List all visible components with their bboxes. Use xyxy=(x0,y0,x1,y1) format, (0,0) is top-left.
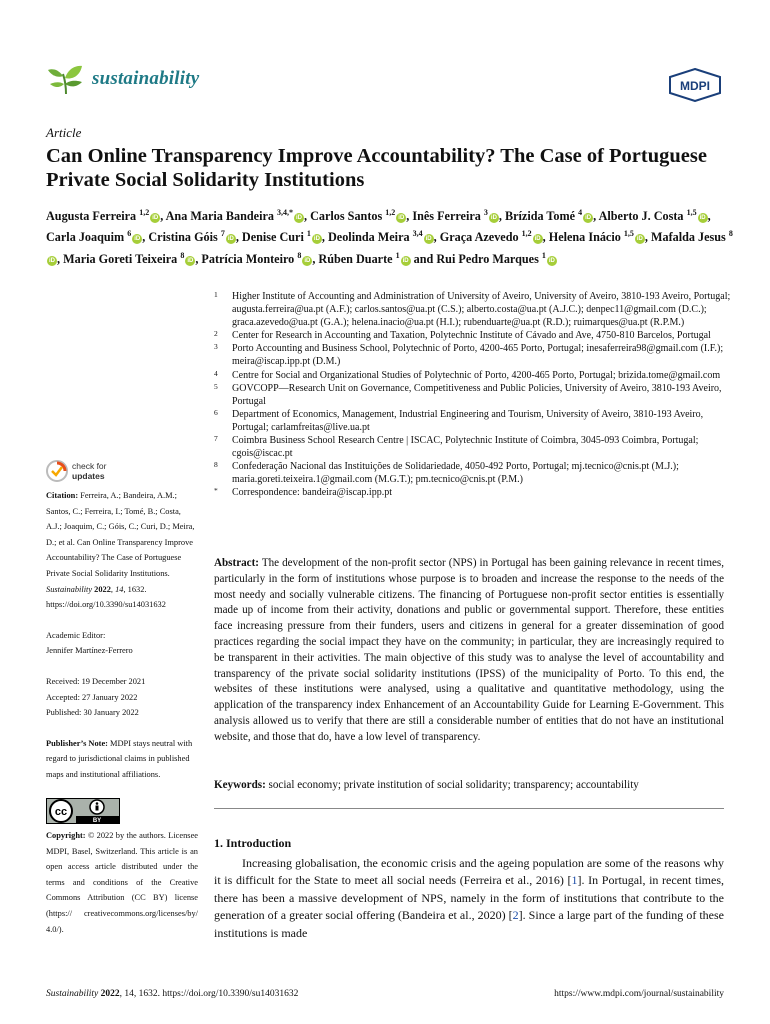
affiliation-text: Coimbra Business School Research Centre | ISCAC, Polytechnic Institute of Coimbra, 3045-093 Coimbra, Portugal; cgois@iscac.pt xyxy=(232,435,699,460)
orcid-icon[interactable]: iD xyxy=(490,215,497,222)
author-affiliation-sup: 7 xyxy=(220,229,225,239)
author-name: Carlos Santos xyxy=(310,209,383,224)
affiliation-number: 5 xyxy=(214,381,218,391)
citation-journal: Sustainability xyxy=(46,584,93,594)
keywords-label: Keywords: xyxy=(214,779,266,791)
mdpi-logo xyxy=(668,68,722,102)
cc-by-license-icon[interactable] xyxy=(46,798,120,824)
affiliation-text: Department of Economics, Management, Industrial Engineering and Tourism, University of Aveiro, 3810-193 Aveiro, Portugal; carlamfreitas@live.ua.pt xyxy=(232,408,704,433)
leaf-icon xyxy=(46,62,86,96)
orcid-icon[interactable]: iD xyxy=(425,236,432,243)
footer-journal-url[interactable]: https://www.mdpi.com/journal/sustainability xyxy=(554,989,724,999)
affiliation-number: 3 xyxy=(214,342,218,352)
orcid-icon[interactable]: iD xyxy=(296,215,303,222)
check-updates-line2: updates xyxy=(72,471,105,481)
affiliation-text: Correspondence: bandeira@iscap.ipp.pt xyxy=(232,487,392,499)
author-affiliation-sup: 4 xyxy=(578,208,583,217)
author-name: Denise Curi xyxy=(241,230,304,245)
orcid-icon[interactable]: iD xyxy=(402,257,409,264)
author-affiliation-sup: 1 xyxy=(395,250,400,260)
section-divider xyxy=(214,808,724,809)
intro-text-2: ]. In Portugal, in recent times, there has been a massive development of NPS, namely in the form of institutions that contribute to the generation of a greater social offering (Bandeira et al., 2020) [ xyxy=(214,873,725,923)
intro-text-3: ]. Since a large part of the funding of these institutions is made xyxy=(214,908,725,940)
authors-and: and xyxy=(413,251,434,266)
affiliation-item xyxy=(214,290,734,329)
check-updates-icon xyxy=(46,460,68,482)
author-affiliation-sup: 1 xyxy=(541,250,546,260)
author-name: Maria Goreti Teixeira xyxy=(63,251,178,266)
affiliation-text: Center for Research in Accounting and Taxation, Polytechnic Institute of Cávado and Ave, 4750-810 Barcelos, Portugal xyxy=(232,330,711,342)
author-name: Cristina Góis xyxy=(148,230,218,245)
orcid-icon[interactable]: iD xyxy=(636,236,643,243)
author-name: Graça Azevedo xyxy=(439,230,519,245)
author-affiliation-sup: 1,5 xyxy=(686,208,697,217)
publisher-note-text: MDPI stays neutral with regard to jurisdictional claims in published maps and institutional affiliations. xyxy=(46,738,193,779)
affiliation-item xyxy=(214,342,734,368)
orcid-icon[interactable]: iD xyxy=(585,215,592,222)
affiliation-text: Centre for Social and Organizational Studies of Polytechnic of Porto, 4200-465 Porto, Portugal; brizida.tome@gmail.com xyxy=(232,369,721,381)
footer-journal: Sustainability xyxy=(46,989,99,999)
citation-year: 2022 xyxy=(94,584,111,594)
editor-label: Academic Editor: xyxy=(46,630,106,640)
affiliation-text: GOVCOPP—Research Unit on Governance, Competitiveness and Public Policies, University of Aveiro, 3810-193 Aveiro, Portugal xyxy=(232,382,722,407)
article-type: Article xyxy=(46,125,82,140)
by-text: BY xyxy=(92,818,102,824)
abstract xyxy=(214,556,724,746)
reference-link-2[interactable]: 2 xyxy=(512,908,519,923)
reference-link-1[interactable]: 1 xyxy=(571,873,578,888)
copyright-label: Copyright: xyxy=(46,831,86,840)
author-affiliation-sup: 3 xyxy=(483,208,488,217)
author-affiliation-sup: 1,2 xyxy=(139,208,150,217)
citation-label: Citation: xyxy=(46,491,79,500)
accepted-date: Accepted: 27 January 2022 xyxy=(46,692,138,702)
journal-name: sustainability xyxy=(92,68,200,89)
orcid-icon[interactable]: iD xyxy=(152,215,159,222)
affiliation-list xyxy=(214,290,734,500)
author-name: Rúben Duarte xyxy=(318,251,393,266)
publisher-note-label: Publisher’s Note: xyxy=(46,738,108,748)
author-affiliation-sup: 6 xyxy=(127,229,132,239)
author-affiliation-sup: 1,2 xyxy=(385,208,396,217)
journal-logo xyxy=(46,62,199,96)
cc-text: cc xyxy=(54,806,68,818)
author-name: Brízida Tomé xyxy=(505,209,576,224)
orcid-icon[interactable]: iD xyxy=(187,257,194,264)
mdpi-logo-text: MDPI xyxy=(680,79,710,93)
orcid-icon[interactable]: iD xyxy=(227,236,234,243)
author-affiliation-sup: 3,4 xyxy=(412,229,423,239)
section-heading: 1. Introduction xyxy=(214,836,292,850)
keywords xyxy=(214,778,724,794)
abstract-text: The development of the non-profit sector (NPS) in Portugal has been gaining relevance in recent times, particularly in the form of institutions whose purpose is to broaden and increase the response to the needs of the most needy and socially vulnerable citizens. The financing of Portuguese non-profit sector entities is essentially made up of income from their activity, donations and public or governmental support. Therefore, these entities face increasing pressure from their funders, users and citizens in general for a greater dissemination of good practices regarding the social impact they have on the community; in particular, they are increasingly required to be transparent in their activities. The main objective of this study was to analyse the level of accountability and transparency of the private social solidarity institutions (IPSS) of the municipality of Porto. To this end, the websites of these institutions were analysed, using a qualitative and quantitative methodology, using the application of the transparency index Enhancement of an Accountability Guide for Learning E-Government. This analysis allowed us to verify that there are still a considerable number of entities that do not have an institutional website, and those that do, have a low level of transparency. xyxy=(214,557,724,743)
published-date: Published: 30 January 2022 xyxy=(46,708,139,718)
affiliation-item xyxy=(214,382,734,408)
orcid-icon[interactable]: iD xyxy=(699,215,706,222)
author-name: Alberto J. Costa xyxy=(598,209,684,224)
affiliation-number: 6 xyxy=(214,407,218,417)
author-affiliation-sup: 3,4,* xyxy=(277,208,294,217)
publisher-note xyxy=(46,736,198,783)
orcid-icon[interactable]: iD xyxy=(534,236,541,243)
author-affiliation-sup: 1 xyxy=(306,229,311,239)
abstract-label: Abstract: xyxy=(214,557,259,569)
footer-year: 2022 xyxy=(100,989,120,999)
affiliation-text: Confederação Nacional das Instituições de Solidariedade, 4050-492 Porto, Portugal; mj.tecnico@cnis.pt (M.J.); maria.goreti.teixeira.1@gmail.com (M.G.T.); pm.tecnico@cnis.pt (P.M.) xyxy=(232,461,679,486)
author-affiliation-sup: 1,5 xyxy=(623,229,634,239)
received-date: Received: 19 December 2021 xyxy=(46,676,146,686)
affiliation-item xyxy=(214,486,734,499)
orcid-icon[interactable]: iD xyxy=(398,215,405,222)
check-updates-line1: check for xyxy=(72,461,107,471)
footer-citation xyxy=(46,989,298,999)
author-name: Mafalda Jesus xyxy=(650,230,726,245)
affiliation-item xyxy=(214,329,734,342)
keywords-text: social economy; private institution of social solidarity; transparency; accountability xyxy=(268,779,639,791)
affiliation-item xyxy=(214,408,734,434)
affiliation-number: * xyxy=(214,486,218,496)
orcid-icon[interactable]: iD xyxy=(49,257,55,264)
affiliation-item xyxy=(214,434,734,460)
author-name: Carla Joaquim xyxy=(46,230,125,245)
author-list: Augusta Ferreira $^{1,2}$iD , Ana Maria Bandeira $^{3,4,*}$iD , Carlos Santos $^{1,2}$iD , Inês Ferreira $^3$iD , Brízida Tomé $^4$iD , Alberto J. Costa $^{1,5}$iD , Carla Joaquim $^6$iD , Cristina Góis $^7$iD , Denise Curi $^1$iD , Deolinda Meira $^{3,4}$iD , Graça Azevedo $^{1,2}$iD , Helena Inácio $^{1,5}$iD , Mafalda Jesus $^8$iD , Maria Goreti Teixeira $^8$iD , Patrícia Monteiro $^8$iD , Rúben Duarte $^1$iD and Rui Pedro Marques $^1$iD xyxy=(46,208,733,266)
citation-volume: 14 xyxy=(115,584,124,594)
intro-paragraph xyxy=(214,855,724,942)
author-name: Helena Inácio xyxy=(548,230,621,245)
footer-doi[interactable]: , 14, 1632. https://doi.org/10.3390/su14031632 xyxy=(119,989,299,999)
page-title: Can Online Transparency Improve Accountability? The Case of Portuguese Private Social Solidarity Institutions xyxy=(46,145,707,191)
intro-text-1: Increasing globalisation, the economic crisis and the ageing population are some of the reasons why it is difficult for the State to meet all social needs (Ferreira et al., 2016) [ xyxy=(214,856,724,888)
author-affiliation-sup: 8 xyxy=(297,250,302,260)
affiliation-item xyxy=(214,369,734,382)
affiliation-number: 8 xyxy=(214,460,218,470)
orcid-icon[interactable]: iD xyxy=(548,257,555,264)
affiliation-text: Higher Institute of Accounting and Administration of University of Aveiro, University of Aveiro, 3810-193 Aveiro, Portugal; augusta.ferreira@ua.pt (A.F.); carlos.santos@ua.pt (C.S.); alberto.costa@ua.pt (A.J.C.); denpec11@gmail.com (D.C.); graca.azevedo@ua.pt (G.A.); helena.inacio@ua.pt (H.I.); rubenduarte@ua.pt (R.D.); ruimarques@ua.pt (R.P.M.) xyxy=(232,291,731,329)
author-name: Inês Ferreira xyxy=(412,209,481,224)
author-affiliation-sup: 8 xyxy=(180,250,185,260)
editor-name: Jennifer Martínez-Ferrero xyxy=(46,646,133,656)
affiliation-number: 4 xyxy=(214,368,218,378)
copyright-notice xyxy=(46,828,198,937)
sidebar xyxy=(46,488,198,783)
author-name: Ana Maria Bandeira xyxy=(165,209,274,224)
author-name: Deolinda Meira xyxy=(328,230,410,245)
citation-block: Citation: Ferreira, A.; Bandeira, A.M.; Santos, C.; Ferreira, I.; Tomé, B.; Costa, A.J.; Joaquim, C.; Góis, C.; Curi, D.; Meira, D.; et al. Can Online Transparency Improve Accountability? The Case of Portuguese Private Social Solidarity Institutions. Sustainability 2022, 14, 1632. https://doi.org/10.3390/su14031632 xyxy=(46,491,195,610)
check-for-updates-badge[interactable] xyxy=(46,460,107,482)
affiliation-number: 2 xyxy=(214,329,218,339)
copyright-text: © 2022 by the authors. Licensee MDPI, Basel, Switzerland. This article is an open access article distributed under the terms and conditions of the Creative Commons Attribution (CC BY) license (https:// creativecommons.org/licenses/by/ 4.0/). xyxy=(46,831,198,934)
author-name: Augusta Ferreira xyxy=(46,209,137,224)
author-name: Rui Pedro Marques xyxy=(436,251,539,266)
affiliation-number: 7 xyxy=(214,434,218,444)
affiliation-number: 1 xyxy=(214,290,218,299)
citation-doi[interactable]: , 1632. https://doi.org/10.3390/su14031632 xyxy=(46,584,166,610)
affiliation-item xyxy=(214,460,734,486)
orcid-icon[interactable]: iD xyxy=(134,236,141,243)
author-affiliation-sup: 1,2 xyxy=(521,229,532,239)
affiliation-text: Porto Accounting and Business School, Polytechnic of Porto, 4200-465 Porto, Portugal; inesaferreira98@gmail.com (I.F.); meira@iscap.ipp.pt (D.M.) xyxy=(232,343,724,368)
author-name: Patrícia Monteiro xyxy=(201,251,295,266)
orcid-icon[interactable]: iD xyxy=(313,236,320,243)
author-affiliation-sup: 8 xyxy=(728,229,733,239)
orcid-icon[interactable]: iD xyxy=(304,257,311,264)
citation-text: Ferreira, A.; Bandeira, A.M.; Santos, C.; Ferreira, I.; Tomé, B.; Costa, A.J.; Joaquim, C.; Góis, C.; Curi, D.; Meira, D.; et al. Can Online Transparency Improve Accountability? The Case of Portuguese Private Social Solidarity Institutions. xyxy=(46,491,195,578)
